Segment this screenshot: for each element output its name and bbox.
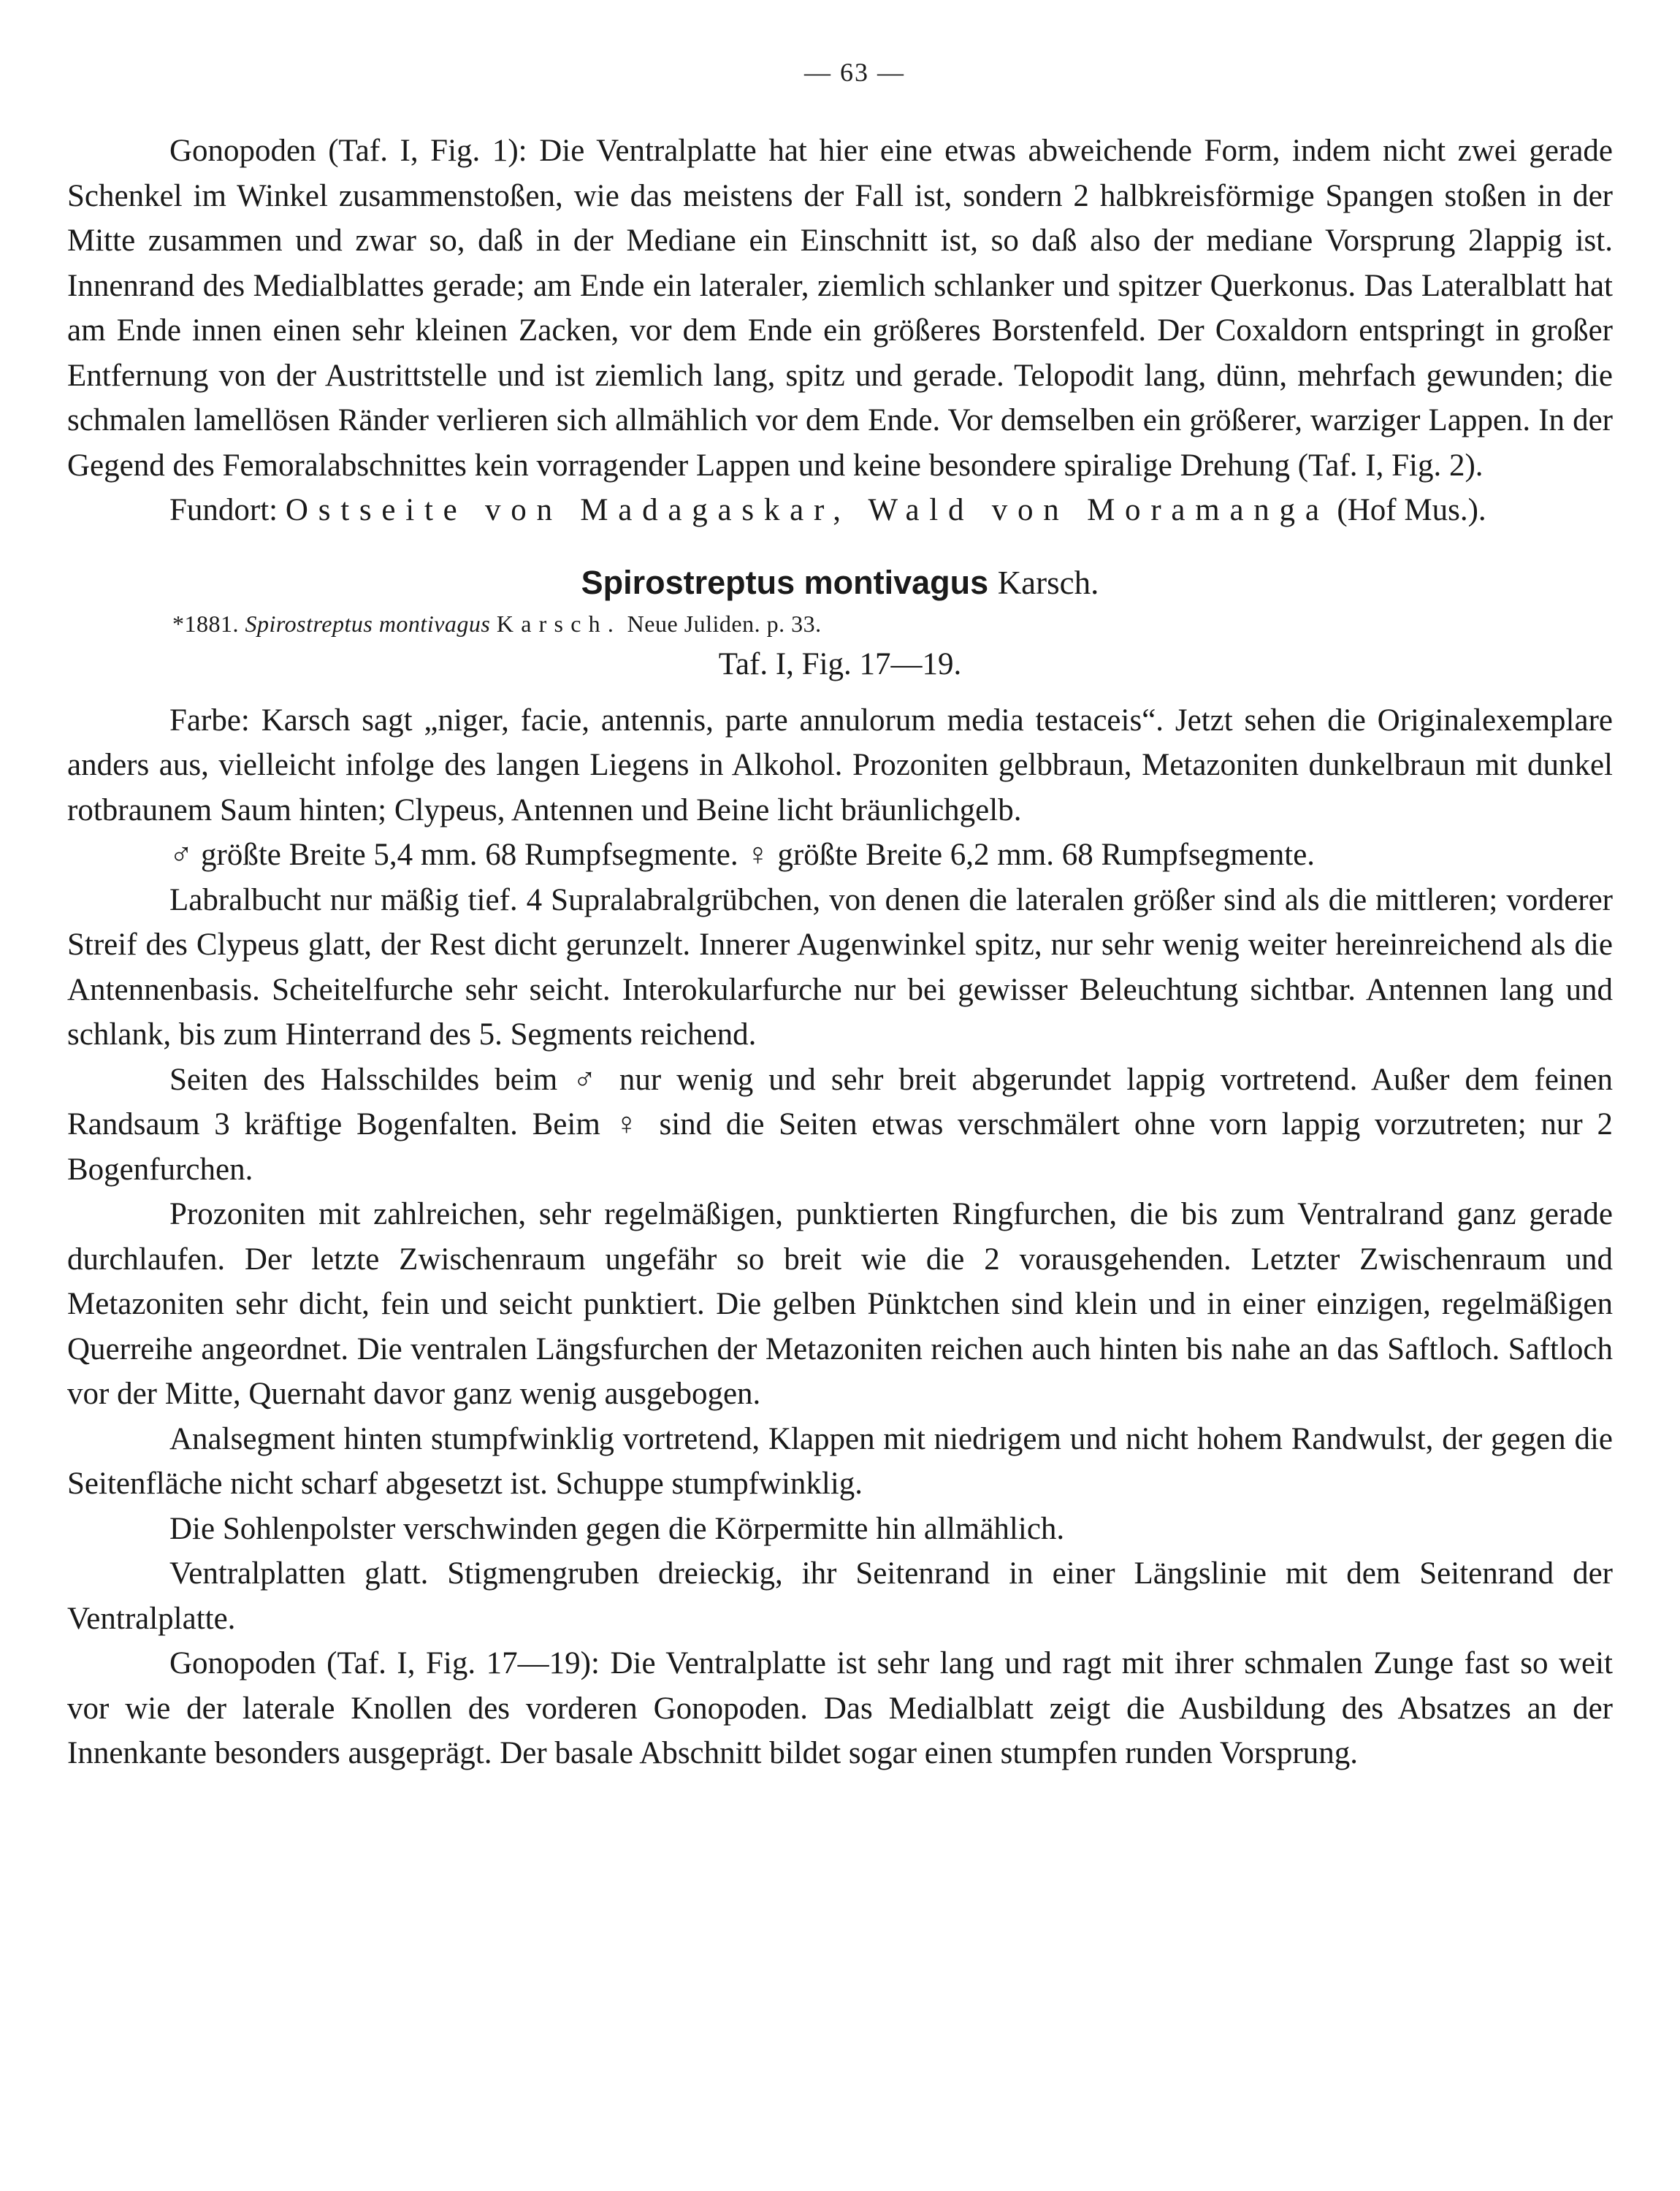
page-number: — 63 — [804,58,905,87]
reference-year: *1881. [172,610,239,637]
paragraph-fundort [67,488,1613,533]
paragraph-labralbucht: Labralbucht nur mäßig tief. 4 Supralabralgrübchen, von denen die lateralen größer sind als die mittleren; vorderer Streif des Clypeus glatt, der Rest dicht gerunzelt. Innerer Augenwinkel spitz, nur sehr wenig weiter hereinreichend als die Antennenbasis. Scheitelfurche sehr seicht. Interokularfurche nur bei gewisser Beleuchtung sichtbar. Antennen lang und schlank, bis zum Hinterrand des 5. Segments reichend. [67,882,1613,1052]
reference-source: Neue Juliden. p. 33. [627,610,822,637]
paragraph-halsschild: Seiten des Halsschildes beim ♂ nur wenig und sehr breit abgerundet lappig vortretend. Außer dem feinen Randsaum 3 kräftige Bogenfalten. Beim ♀ sind die Seiten etwas verschmälert ohne vorn lappig vorzutreten; nur 2 Bogenfurchen. [67,1062,1613,1187]
fundort-place: Ostseite von Madagaskar, Wald von Moramanga [285,493,1329,527]
plate-reference: Taf. I, Fig. 17—19. [718,646,962,681]
reference-species: Spirostreptus montivagus [245,610,491,637]
paragraph-gonopoden-fig17: Gonopoden (Taf. I, Fig. 17—19): Die Ventralplatte ist sehr lang und ragt mit ihrer schmalen Zunge fast so weit vor wie der laterale Knollen des vorderen Gonopoden. Das Medialblatt zeigt die Ausbildung des Absatzes an der Innenkante besonders ausgeprägt. Der basale Abschnitt bildet sogar einen stumpfen runden Vorsprung. [67,1646,1613,1770]
paragraph-farbe: Farbe: Karsch sagt „niger, facie, antennis, parte annulorum media testaceis“. Jetzt sehen die Originalexemplare anders aus, vielleicht infolge des langen Liegens in Alkohol. Prozoniten gelbbraun, Metazoniten dunkelbraun mit dunkel rotbraunem Saum hinten; Clypeus, Antennen und Beine licht bräunlichgelb. [67,703,1613,827]
species-author: Karsch. [997,564,1099,601]
paragraph-gonopoden-fig1: Gonopoden (Taf. I, Fig. 1): Die Ventralplatte hat hier eine etwas abweichende Form, indem nicht zwei gerade Schenkel im Winkel zusammenstoßen, wie das meistens der Fall ist, sondern 2 halbkreisförmige Spangen stoßen in der Mitte zusammen und zwar so, daß in der Mediane ein Einschnitt ist, so daß also der mediane Vorsprung 2lappig ist. Innenrand des Medialblattes gerade; am Ende ein lateraler, ziemlich schlanker und spitzer Querkonus. Das Lateralblatt hat am Ende innen einen sehr kleinen Zacken, vor dem Ende ein größeres Borstenfeld. Der Coxaldorn entspringt in großer Entfernung von der Austrittstelle und ist ziemlich lang, spitz und gerade. Telopodit lang, dünn, mehrfach gewunden; die schmalen lamellösen Ränder verlieren sich allmählich vor dem Ende. Vor demselben ein größerer, warziger Lappen. In der Gegend des Femoralabschnittes kein vorragender Lappen und keine besondere spiralige Drehung (Taf. I, Fig. 2). [67,134,1613,483]
species-name: Spirostreptus montivagus [581,563,989,601]
fundort-label: Fundort: [169,493,278,527]
paragraph-measurements: ♂ größte Breite 5,4 mm. 68 Rumpfsegmente. ♀ größte Breite 6,2 mm. 68 Rumpfsegmente. [169,838,1316,872]
paragraph-prozoniten: Prozoniten mit zahlreichen, sehr regelmäßigen, punktierten Ringfurchen, die bis zum Ventralrand ganz gerade durchlaufen. Der letzte Zwischenraum ungefähr so breit wie die 2 vorausgehenden. Letzter Zwischenraum und Metazoniten sehr dicht, fein und seicht punktiert. Die gelben Pünktchen sind klein und in einer einzigen, regelmäßigen Querreihe angeordnet. Die ventralen Längsfurchen der Metazoniten reichen auch hinten bis nahe an das Saftloch. Saftloch vor der Mitte, Quernaht davor ganz wenig ausgebogen. [67,1197,1613,1411]
literature-reference [172,611,1613,638]
fundort-source: (Hof Mus.). [1337,493,1486,527]
paragraph-analsegment: Analsegment hinten stumpfwinklig vortretend, Klappen mit niedrigem und nicht hohem Randwulst, der gegen die Seitenfläche nicht scharf abgesetzt ist. Schuppe stumpfwinklig. [67,1421,1613,1501]
paragraph-ventralplatten: Ventralplatten glatt. Stigmengruben dreieckig, ihr Seitenrand in einer Längslinie mit dem Seitenrand der Ventralplatte. [67,1556,1613,1636]
reference-author: Karsch. [496,610,622,637]
paragraph-sohlenpolster: Die Sohlenpolster verschwinden gegen die Körpermitte hin allmählich. [169,1511,1065,1546]
species-heading [67,564,1613,602]
main-text [67,129,1613,1776]
